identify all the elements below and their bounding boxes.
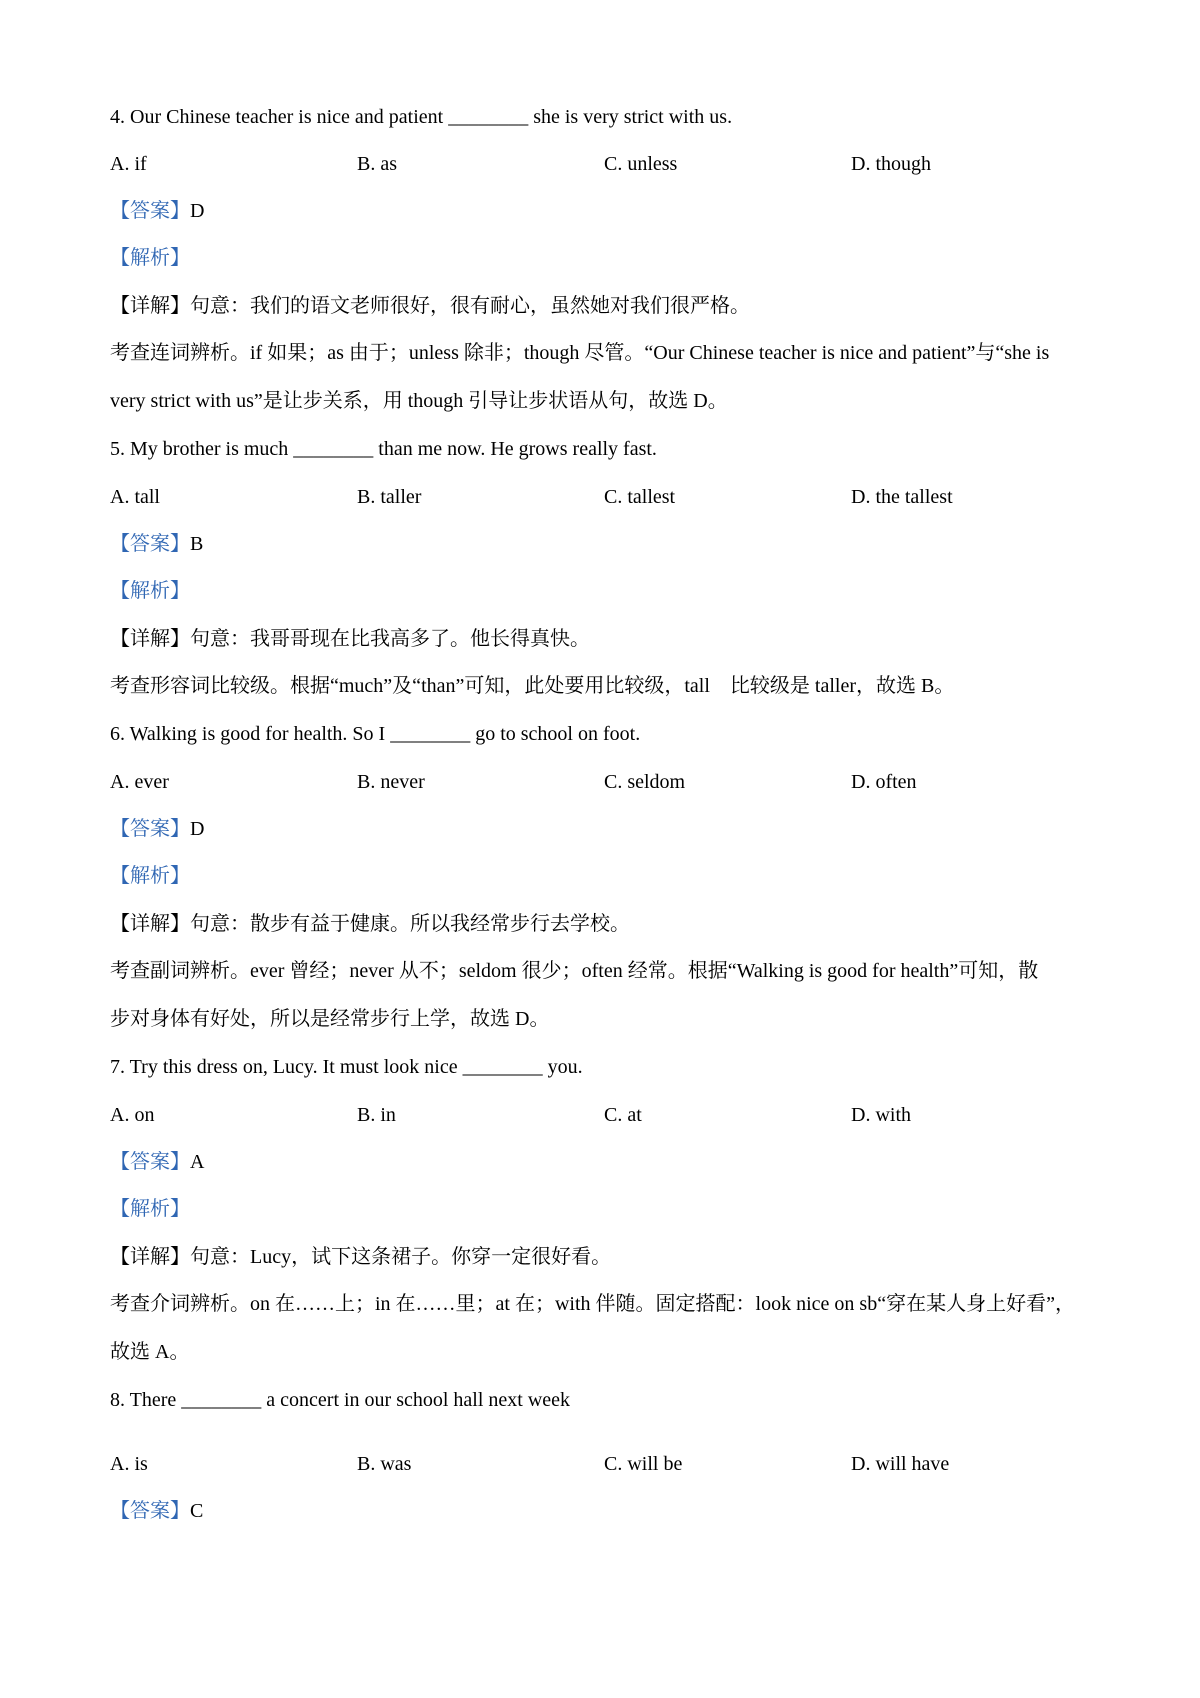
question-6-analysis-label: 【解析】 [110,865,190,887]
answer-label: 【答案】 [110,1151,190,1173]
question-8-option-b: B. was [357,1453,412,1475]
answer-value: C [190,1500,204,1522]
question-7-explain-line-2: 故选 A。 [110,1341,190,1363]
answer-value: A [190,1151,205,1173]
answer-value: D [190,200,205,222]
answer-value: D [190,818,205,840]
question-5-option-c: C. tallest [604,486,676,508]
question-5-option-d: D. the tallest [851,486,953,508]
question-6-answer [110,817,204,841]
question-5-answer [110,532,203,556]
question-6-option-c: C. seldom [604,771,686,793]
question-6-explain-line-1: 考查副词辨析。ever 曾经；never 从不；seldom 很少；often 经常。根据“Walking is good for health”可知，散 [110,960,1039,982]
question-7-option-b: B. in [357,1104,396,1126]
question-5-analysis-label: 【解析】 [110,580,190,602]
question-7-detail: 【详解】句意：Lucy，试下这条裙子。你穿一定很好看。 [110,1246,612,1268]
question-6-stem: 6. Walking is good for health. So I ________ go to school on foot. [110,723,641,745]
question-4-option-d: D. though [851,153,931,175]
question-8-option-a: A. is [110,1453,148,1475]
question-4-option-c: C. unless [604,153,678,175]
question-4-explain-line-2: very strict with us”是让步关系，用 though 引导让步状语从句，故选 D。 [110,390,728,412]
answer-label: 【答案】 [110,533,190,555]
question-4-option-b: B. as [357,153,397,175]
question-6-option-b: B. never [357,771,425,793]
answer-label: 【答案】 [110,818,190,840]
answer-label: 【答案】 [110,1500,190,1522]
question-5-detail: 【详解】句意：我哥哥现在比我高多了。他长得真快。 [110,628,590,650]
question-5-explain-line-1: 考查形容词比较级。根据“much”及“than”可知，此处要用比较级，tall 比较级是 taller，故选 B。 [110,675,955,697]
question-4-analysis-label: 【解析】 [110,247,190,269]
question-7-explain-line-1: 考查介词辨析。on 在……上；in 在……里；at 在；with 伴随。固定搭配：look nice on sb“穿在某人身上好看”， [110,1293,1075,1315]
question-7-option-d: D. with [851,1104,911,1126]
question-6-detail: 【详解】句意：散步有益于健康。所以我经常步行去学校。 [110,913,630,935]
question-8-option-c: C. will be [604,1453,683,1475]
question-7-option-a: A. on [110,1104,155,1126]
question-6-explain-line-2: 步对身体有好处，所以是经常步行上学，故选 D。 [110,1008,550,1030]
question-5-stem: 5. My brother is much ________ than me now. He grows really fast. [110,438,657,460]
question-8-stem: 8. There ________ a concert in our school hall next week [110,1389,571,1411]
question-7-answer [110,1150,204,1174]
question-4-explain-line-1: 考查连词辨析。if 如果；as 由于；unless 除非；though 尽管。“Our Chinese teacher is nice and patient”与“she is [110,342,1050,364]
question-8-answer [110,1499,203,1523]
question-7-analysis-label: 【解析】 [110,1198,190,1220]
question-7-stem: 7. Try this dress on, Lucy. It must look nice ________ you. [110,1056,583,1078]
answer-label: 【答案】 [110,200,190,222]
question-4-detail: 【详解】句意：我们的语文老师很好，很有耐心，虽然她对我们很严格。 [110,295,750,317]
question-7-option-c: C. at [604,1104,642,1126]
question-4-answer [110,199,204,223]
question-8-option-d: D. will have [851,1453,950,1475]
question-5-option-b: B. taller [357,486,422,508]
answer-value: B [190,533,204,555]
question-6-option-d: D. often [851,771,917,793]
question-5-option-a: A. tall [110,486,160,508]
question-4-option-a: A. if [110,153,147,175]
question-6-option-a: A. ever [110,771,169,793]
question-4-stem: 4. Our Chinese teacher is nice and patient ________ she is very strict with us. [110,106,733,128]
